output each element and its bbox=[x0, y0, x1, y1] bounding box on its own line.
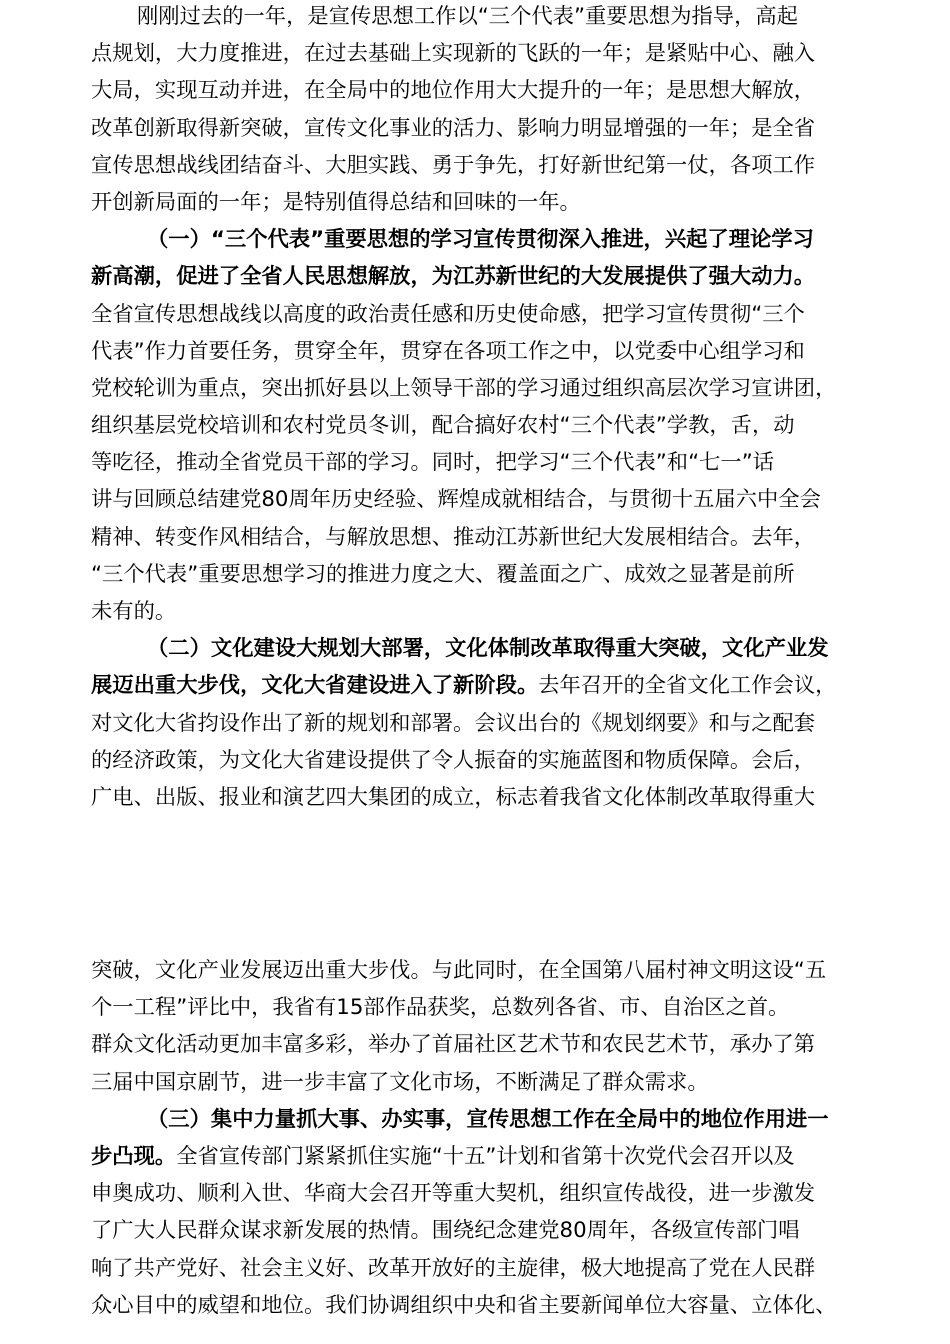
body-text: 未有的。 bbox=[91, 599, 177, 624]
body-text: 申奥成功、顺利入世、华商大会召开等重大契机，组织宣传战役，进一步激发 bbox=[91, 1181, 816, 1207]
text-line bbox=[91, 296, 866, 333]
text-line bbox=[91, 147, 866, 184]
body-text: 去年召开的全省文化工作会议， bbox=[538, 673, 837, 699]
text-line bbox=[91, 519, 866, 556]
bold-heading-text: （三）集中力量抓大事、办实事，宣传思想工作在全局中的地位作用进一 bbox=[147, 1106, 829, 1132]
page-top-text bbox=[91, 0, 866, 816]
body-text: 开创新局面的一年；是特别值得总结和回味的一年。 bbox=[91, 189, 581, 215]
text-line bbox=[91, 333, 866, 370]
text-line bbox=[91, 742, 866, 779]
body-text: 点规划，大力度推进，在过去基础上实现新的飞跃的一年；是紧贴中心、融入 bbox=[91, 41, 816, 67]
text-line bbox=[91, 407, 866, 444]
text-line bbox=[91, 1250, 866, 1287]
body-text: 宣传思想战线团结奋斗、大胆实践、勇于争先，打好新世纪第一仗，各项工作 bbox=[91, 152, 816, 178]
text-line bbox=[91, 667, 866, 704]
text-line bbox=[91, 1175, 866, 1212]
text-line bbox=[91, 1026, 866, 1063]
body-text: 代表”作力首要任务，贯穿全年，贯穿在各项工作之中，以党委中心组学习和 bbox=[91, 338, 805, 364]
body-text: “三个代表”重要思想学习的推进力度之大、覆盖面之广、成效之显著是前所 bbox=[91, 561, 795, 587]
text-line bbox=[91, 630, 866, 667]
text-line bbox=[91, 258, 866, 295]
bold-heading-text: 展迈出重大步伐，文化大省建设进入了新阶段。 bbox=[91, 673, 539, 699]
body-text: 全省宣传思想战线以高度的政治责任感和历史使命感，把学习宣传贯彻“三个 bbox=[91, 301, 805, 327]
body-text: 等吃径，推动全省党员干部的学习。同时，把学习“三个代表”和“七一”话 bbox=[91, 450, 775, 476]
body-text: 改革创新取得新突破，宣传文化事业的活力、影响力明显增强的一年；是全省 bbox=[91, 115, 816, 141]
body-text: 广电、出版、报业和演艺四大集团的成立，标志着我省文化体制改革取得重大 bbox=[91, 784, 816, 810]
body-text: 个一工程”评比中，我省有15部作品获奖，总数列各省、市、自治区之首。 bbox=[91, 995, 790, 1021]
page-bottom-text bbox=[91, 952, 866, 1324]
text-line bbox=[91, 1212, 866, 1249]
text-line bbox=[91, 593, 866, 630]
body-text: 突破，文化产业发展迈出重大步伐。与此同时，在全国第八届村神文明这设“五 bbox=[91, 958, 827, 983]
body-text: 精神、转变作风相结合，与解放思想、推动江苏新世纪大发展相结合。去年， bbox=[91, 524, 816, 550]
body-text: 对文化大省抣设作出了新的规划和部署。会议出台的《规划纲要》和与之配套 bbox=[91, 710, 816, 736]
text-line bbox=[91, 221, 866, 258]
text-line bbox=[91, 72, 866, 109]
body-text: 讲与回顾总结建党80周年历史经验、辉煌成就相结合，与贯彻十五届六中全会 bbox=[91, 487, 821, 513]
body-text: 众心目中的威望和地位。我们协调组织中央和省主要新闻单位大容量、立体化、 bbox=[91, 1292, 837, 1318]
text-line bbox=[91, 989, 866, 1026]
body-text: 大局，实现互动并进，在全局中的地位作用大大提升的一年；是思想大解放， bbox=[91, 78, 816, 104]
text-line bbox=[91, 1064, 866, 1101]
text-line bbox=[91, 705, 866, 742]
body-text: 群众文化活动更加丰富多彩，举办了首届社区艺术节和农民艺术节，承办了第 bbox=[91, 1032, 816, 1058]
body-text: 响了共产党好、社会主义好、改革开放好的主旋律，极大地提高了党在人民群 bbox=[91, 1255, 816, 1281]
body-text: 刚刚过去的一年，是宣传思想工作以“三个代表”重要思想为指导，高起 bbox=[137, 4, 798, 29]
body-text: 组织基层党校培训和农村党员冬训，配合搞好农村“三个代表”学教，舌，动 bbox=[91, 413, 795, 439]
bold-heading-text: （二）文化建设大规划大部署，文化体制改革取得重大突破，文化产业发 bbox=[147, 636, 829, 662]
text-line bbox=[91, 952, 866, 989]
body-text: 党校轮训为重点，突出抓好县以上领导干部的学习通过组织高层次学习宣讲团， bbox=[91, 375, 837, 401]
body-text: 了广大人民群众谋求新发展的热情。围绕纪念建党80周年，各级宣传部门唱 bbox=[91, 1218, 800, 1244]
text-line bbox=[91, 1287, 866, 1324]
bold-heading-text: 步凸现。 bbox=[91, 1143, 177, 1169]
text-line bbox=[91, 481, 866, 518]
bold-heading-text: 新高潮，促进了全省人民思想解放，为江苏新世纪的大发展提供了强大动力。 bbox=[91, 264, 816, 290]
text-line bbox=[91, 444, 866, 481]
body-text: 三届中国京剧节，进一步丰富了文化市场，不断满足了群众需求。 bbox=[91, 1069, 709, 1095]
bold-heading-text: （一）“三个代表”重要思想的学习宣传贯彻深入推进，兴起了理论学习 bbox=[147, 227, 814, 253]
text-line bbox=[91, 110, 866, 147]
text-line bbox=[91, 35, 866, 72]
text-line bbox=[91, 184, 866, 221]
text-line bbox=[91, 0, 866, 35]
text-line bbox=[91, 1101, 866, 1138]
text-line bbox=[91, 779, 866, 816]
text-line bbox=[91, 370, 866, 407]
body-text: 全省宣传部门紧紧抓住实施“十五”计划和省第十次党代会召开以及 bbox=[176, 1143, 795, 1169]
body-text: 的经济政策，为文化大省建设提供了令人振奋的实施蓝图和物质保障。会后， bbox=[91, 747, 816, 773]
text-line bbox=[91, 556, 866, 593]
text-line bbox=[91, 1138, 866, 1175]
